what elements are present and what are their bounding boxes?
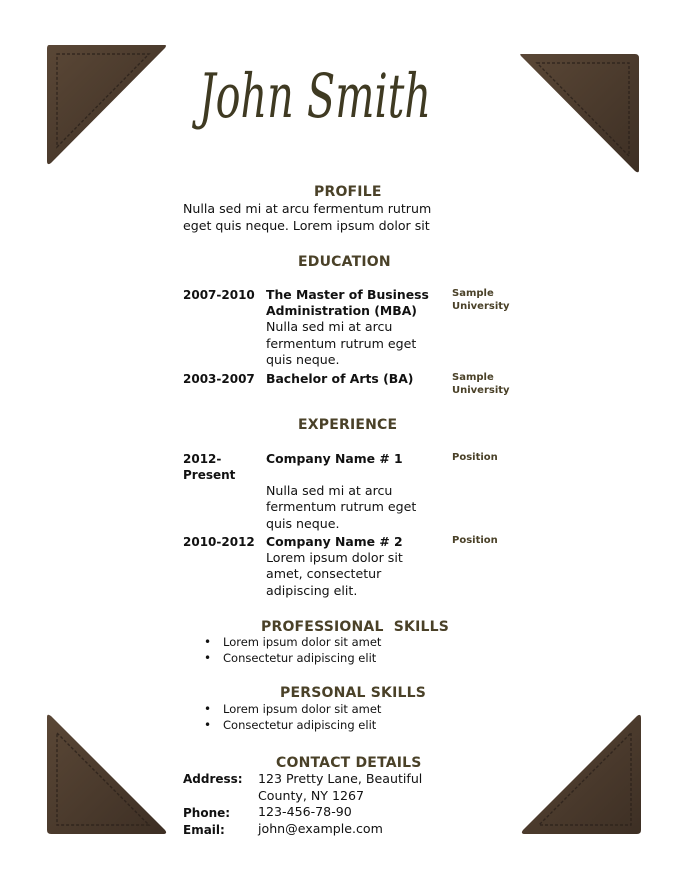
experience-desc-2-line-2: amet, consectetur	[266, 566, 382, 581]
education-school-1-line-1: Sample	[452, 288, 494, 299]
education-desc-1-line-3: quis neque.	[266, 352, 340, 367]
list-item: • Lorem ipsum dolor sit amet	[201, 701, 381, 717]
professional-skills-heading: PROFESSIONAL SKILLS	[261, 619, 450, 635]
experience-company-2: Company Name # 2	[266, 534, 403, 549]
experience-desc-1-line-1: Nulla sed mi at arcu	[266, 483, 393, 498]
education-desc-1-line-2: fermentum rutrum eget	[266, 336, 417, 351]
resume-name	[192, 52, 455, 133]
list-item: • Consectetur adipiscing elit	[201, 717, 381, 733]
resume-name-text: John Smith	[192, 61, 431, 133]
experience-position-1: Position	[452, 452, 498, 463]
personal-skills-heading: PERSONAL SKILLS	[280, 685, 427, 701]
education-degree-1-line-2: Administration (MBA)	[266, 303, 417, 318]
education-school-2-line-2: University	[452, 385, 510, 396]
personal-skills-list	[201, 701, 381, 733]
corner-decoration-bottom-right	[519, 713, 643, 837]
experience-position-2: Position	[452, 535, 498, 546]
profile-line-2: eget quis neque. Lorem ipsum dolor sit	[183, 218, 430, 233]
list-item: • Consectetur adipiscing elit	[201, 650, 381, 666]
education-desc-1-line-1: Nulla sed mi at arcu	[266, 319, 393, 334]
contact-phone-value: 123-456-78-90	[258, 804, 352, 819]
corner-decoration-top-right	[519, 52, 641, 174]
experience-dates-1-line-2: Present	[183, 468, 236, 482]
contact-phone-label: Phone:	[183, 806, 231, 820]
education-school-1-line-2: University	[452, 301, 510, 312]
contact-email-label: Email:	[183, 823, 225, 837]
experience-desc-2-line-1: Lorem ipsum dolor sit	[266, 550, 403, 565]
corner-decoration-bottom-left	[45, 713, 169, 837]
corner-decoration-top-left	[45, 43, 169, 167]
education-heading: EDUCATION	[298, 254, 391, 270]
contact-address-line-2: County, NY 1267	[258, 788, 365, 803]
experience-desc-2-line-3: adipiscing elit.	[266, 583, 358, 598]
experience-dates-1-line-1: 2012-	[183, 452, 222, 466]
experience-desc-1-line-2: fermentum rutrum eget	[266, 499, 417, 514]
experience-heading: EXPERIENCE	[298, 417, 398, 433]
contact-address-line-1: 123 Pretty Lane, Beautiful	[258, 771, 423, 786]
profile-heading: PROFILE	[314, 184, 382, 200]
list-item: • Lorem ipsum dolor sit amet	[201, 634, 381, 650]
contact-address-label: Address:	[183, 772, 243, 786]
contact-heading: CONTACT DETAILS	[276, 755, 422, 771]
education-school-2-line-1: Sample	[452, 372, 494, 383]
professional-skills-list	[201, 634, 381, 666]
education-dates-2: 2003-2007	[183, 372, 255, 386]
profile-line-1: Nulla sed mi at arcu fermentum rutrum	[183, 201, 432, 216]
contact-email-value[interactable]: john@example.com	[258, 821, 383, 836]
education-degree-1-line-1: The Master of Business	[266, 287, 429, 302]
education-degree-2-line-1: Bachelor of Arts (BA)	[266, 371, 414, 386]
experience-dates-2-line-1: 2010-2012	[183, 535, 255, 549]
education-dates-1: 2007-2010	[183, 288, 255, 302]
experience-company-1: Company Name # 1	[266, 451, 403, 466]
experience-desc-1-line-3: quis neque.	[266, 516, 340, 531]
